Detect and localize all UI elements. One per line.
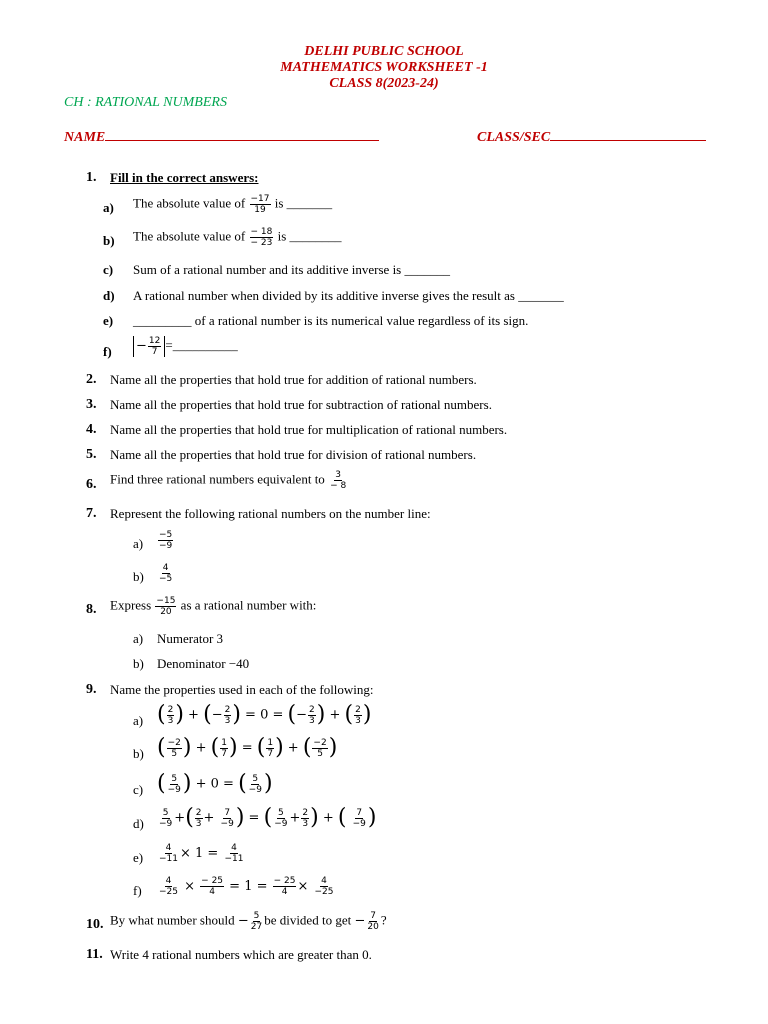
q10-mid: be divided to get <box>264 912 352 928</box>
q2-text: Name all the properties that hold true for addition of rational numbers. <box>110 372 477 387</box>
q1e-text: _________ of a rational number is its numerical value regardless of its sign. <box>133 313 529 328</box>
q9f-label: f) <box>133 883 142 898</box>
q7b-label: b) <box>133 569 144 584</box>
q8-post: as a rational number with: <box>180 597 317 613</box>
q7b-fraction <box>158 563 173 584</box>
q9f-expression: $\frac{4}{-25}$ × $\frac{- 25}{4}$ = 1 = $\frac{- 25}{4}$ × $\frac{4}{-25}$ <box>159 876 334 897</box>
q3-text: Name all the properties that hold true for subtraction of rational numbers. <box>110 397 492 412</box>
q5-text: Name all the properties that hold true for division of rational numbers. <box>110 447 477 462</box>
class-blank[interactable] <box>550 127 706 141</box>
q1b-fraction <box>250 227 274 248</box>
q11-number: 11. <box>86 947 103 962</box>
q10-number: 10. <box>86 917 104 932</box>
q9e-label: e) <box>133 850 144 865</box>
school-name: DELHI PUBLIC SCHOOL <box>304 44 464 59</box>
q6-den: − 8 <box>330 481 347 491</box>
chapter-title: CH : RATIONAL NUMBERS <box>64 95 227 110</box>
q9b-expression: ( $\frac{-2}{5}$ ) + ( $\frac{1}{7}$ ) = ( $\frac{1}{7}$ ) + ( $\frac{-2}{5}$ ) <box>157 735 338 760</box>
q1-text: Fill in the correct answers: <box>110 170 259 185</box>
q8-pre: Express <box>110 597 152 613</box>
q1b-num: − 18 <box>250 227 273 237</box>
worksheet-title: MATHEMATICS WORKSHEET -1 <box>280 60 488 75</box>
q1f-post: =__________ <box>165 337 238 353</box>
q1f-den: 7 <box>151 347 158 357</box>
q9c-label: c) <box>133 782 144 797</box>
q10-fraction-1 <box>250 911 263 932</box>
q1f-expression <box>133 336 238 357</box>
q10-fraction-2 <box>366 911 379 932</box>
q8a-text: Numerator 3 <box>157 631 224 646</box>
q1a-post: is _______ <box>274 195 333 211</box>
q8b-text: Denominator −40 <box>157 656 250 671</box>
q10-f1-den: 27 <box>250 922 263 932</box>
q9d-expression: $\frac{5}{-9}$ +( $\frac{2}{3}$ + $\frac{7}{-9}$ ) = ( $\frac{5}{-9}$ + $\frac{2}{3}$ ) + ( $\frac{7}{-9}$ ) <box>159 805 377 830</box>
q1b-label: b) <box>103 233 115 248</box>
q9e-expression: $\frac{4}{-11}$ × 1 = $\frac{4}{-11}$ <box>159 843 244 864</box>
q7-text: Represent the following rational numbers on the number line: <box>110 506 431 521</box>
q9a-expression: ( $\frac{2}{3}$ ) + (− $\frac{2}{3}$ ) = 0 = (− $\frac{2}{3}$ ) + ( $\frac{2}{3}$ ) <box>157 702 372 727</box>
class-year: CLASS 8(2023-24) <box>329 76 439 91</box>
q1c-label: c) <box>103 262 114 277</box>
q1e-label: e) <box>103 313 114 328</box>
q10-minus-2: − <box>354 913 366 929</box>
q1f-minus: − <box>136 338 147 354</box>
q8-text <box>110 596 316 617</box>
student-fields <box>64 127 712 146</box>
q6-fraction <box>329 470 347 491</box>
q7b-den: −5 <box>159 574 173 584</box>
name-label: NAME <box>64 130 106 145</box>
q5-number: 5. <box>86 447 97 462</box>
q8a-label: a) <box>133 631 144 646</box>
q10-pre: By what number should <box>110 912 235 928</box>
q1a-pre: The absolute value of <box>133 195 246 211</box>
q6-text <box>110 470 348 491</box>
q8b-label: b) <box>133 656 144 671</box>
q7-number: 7. <box>86 506 97 521</box>
q7a-label: a) <box>133 536 144 551</box>
q11-text: Write 4 rational numbers which are greater than 0. <box>110 947 372 962</box>
q8-den: 20 <box>160 607 172 617</box>
q1a-text <box>133 194 332 215</box>
q8-number: 8. <box>86 602 97 617</box>
q9c-expression: ( $\frac{5}{-9}$ ) + 0 = ( $\frac{5}{-9}$ ) <box>157 771 273 796</box>
q6-number: 6. <box>86 477 97 492</box>
q1a-fraction <box>250 194 271 215</box>
q1a-label: a) <box>103 200 114 215</box>
q1f-label: f) <box>103 344 112 359</box>
q1c-text: Sum of a rational number and its additive inverse is _______ <box>133 262 450 277</box>
q9b-label: b) <box>133 746 144 761</box>
class-label: CLASS/SEC <box>477 130 551 145</box>
q8-num: −15 <box>156 596 176 606</box>
q9d-label: d) <box>133 816 144 831</box>
name-blank[interactable] <box>105 127 379 141</box>
q6-pre: Find three rational numbers equivalent to <box>110 471 325 487</box>
q1f-absolute <box>133 336 165 357</box>
q7a-expression <box>157 530 174 551</box>
q9-number: 9. <box>86 682 97 697</box>
q7a-num: −5 <box>159 530 173 540</box>
q1-number: 1. <box>86 170 97 185</box>
q1f-fraction <box>148 336 161 357</box>
worksheet-header <box>0 44 768 92</box>
q1a-den: 19 <box>254 205 266 215</box>
q10-f1-num: 5 <box>253 911 260 921</box>
q6-num: 3 <box>335 470 341 480</box>
q7a-fraction <box>158 530 173 551</box>
q10-f2-num: 7 <box>370 911 376 921</box>
q9-text: Name the properties used in each of the following: <box>110 682 374 697</box>
q2-number: 2. <box>86 372 97 387</box>
q7b-expression <box>157 563 174 584</box>
q8-fraction <box>155 596 176 617</box>
q4-text: Name all the properties that hold true for multiplication of rational numbers. <box>110 422 508 437</box>
q9a-label: a) <box>133 713 144 728</box>
q1a-num: −17 <box>250 194 270 204</box>
q4-number: 4. <box>86 422 97 437</box>
q1f-num: 12 <box>148 336 161 346</box>
q1b-pre: The absolute value of <box>133 228 246 244</box>
q1b-text <box>133 227 342 248</box>
q1b-den: − 23 <box>250 238 273 248</box>
q10-f2-den: 20 <box>367 922 379 932</box>
q7a-den: −9 <box>159 541 173 551</box>
q1d-text: A rational number when divided by its additive inverse gives the result as _______ <box>133 288 564 303</box>
q3-number: 3. <box>86 397 97 412</box>
q10-text <box>110 911 387 932</box>
q1b-post: is ________ <box>277 228 342 244</box>
q1d-label: d) <box>103 288 115 303</box>
q7b-num: 4 <box>162 563 169 573</box>
q10-post: ? <box>380 912 387 928</box>
q10-minus-1: − <box>237 913 249 929</box>
